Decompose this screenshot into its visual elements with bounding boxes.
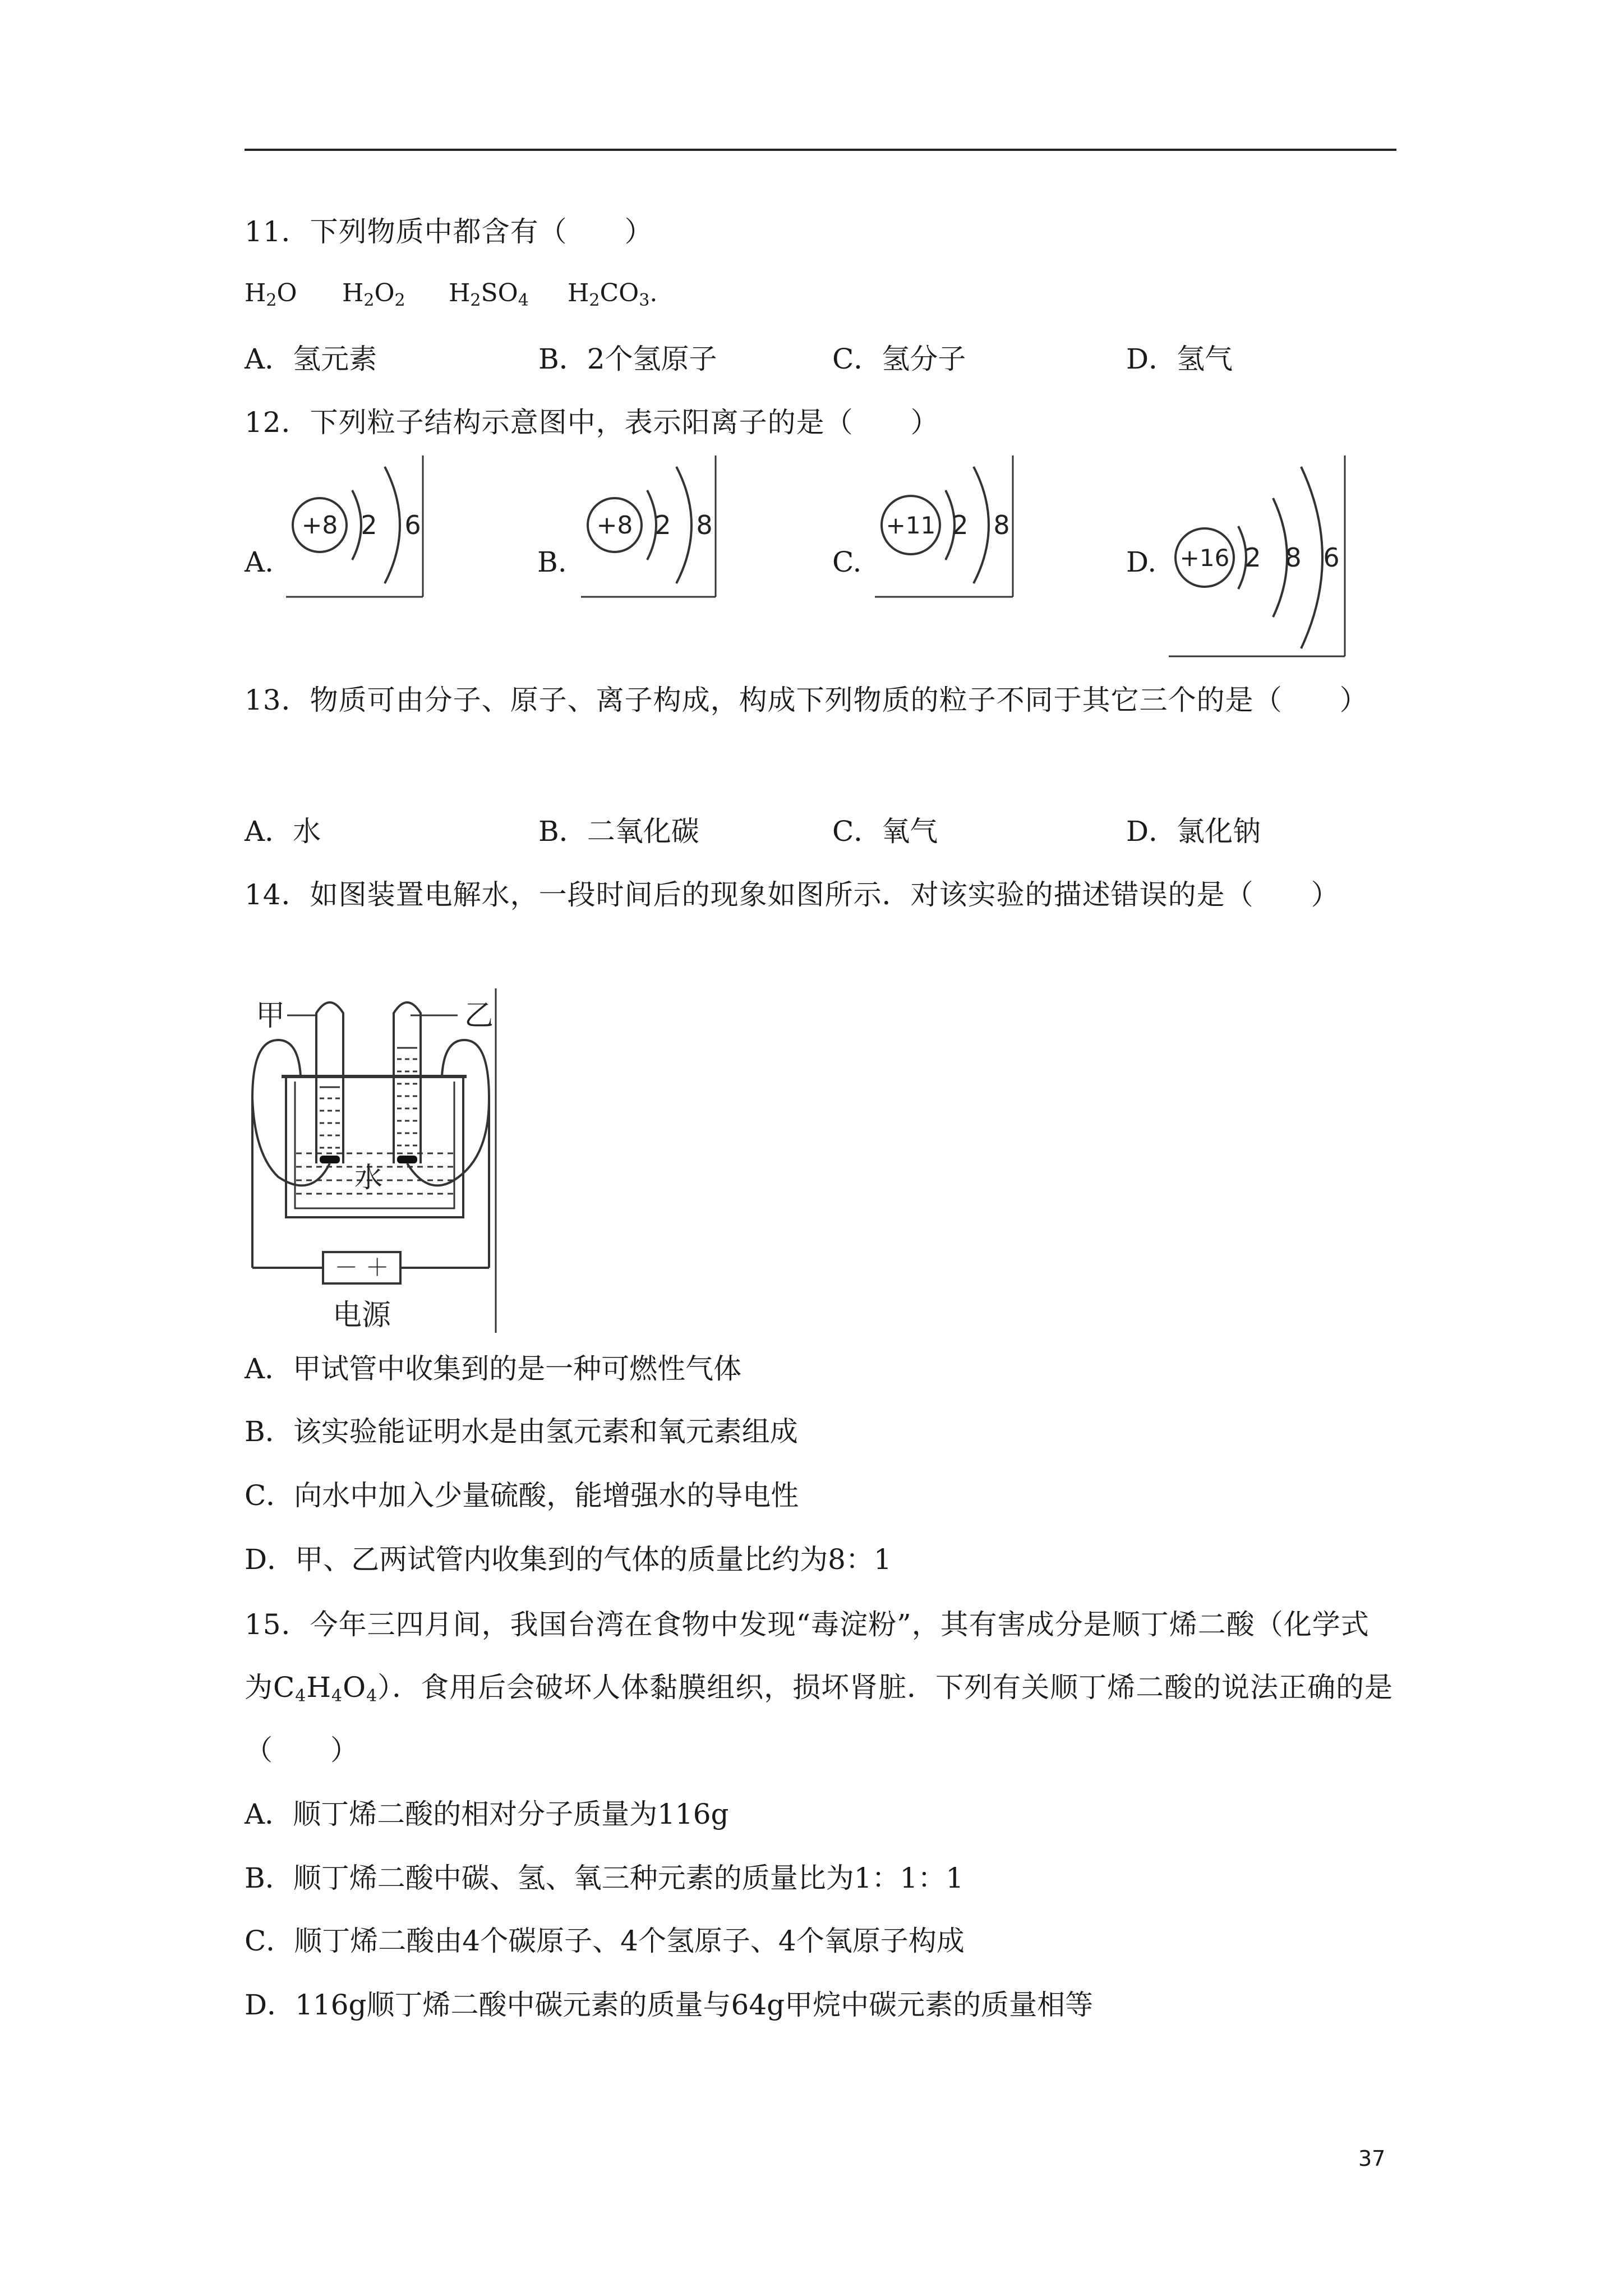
q12-c-nucleus: +11 bbox=[886, 512, 936, 539]
q14-option-b: B．该实验能证明水是由氢元素和氧元素组成 bbox=[245, 1415, 798, 1448]
q12-b-nucleus: +8 bbox=[596, 511, 633, 540]
q14-power-terminals: － ＋ bbox=[334, 1254, 389, 1281]
page-number: 37 bbox=[1358, 2146, 1386, 2171]
header-rule bbox=[245, 149, 1396, 151]
q15-stem-line-2: 为$C_4H_4O_4$）．食用后会破坏人体黏膜组织，损坏肾脏．下列有关顺丁烯二酸的说法正确的是 bbox=[245, 1671, 1394, 1706]
q11-stem: 11．下列物质中都含有（ ） bbox=[245, 215, 653, 248]
q14-label-jia: 甲 bbox=[256, 999, 285, 1033]
q12-option-c-letter: C. bbox=[832, 546, 862, 578]
q14-option-d: D．甲、乙两试管内收集到的气体的质量比约为8：1 bbox=[245, 1543, 892, 1576]
q14-label-yi: 乙 bbox=[464, 999, 494, 1033]
q13-option-c: C．氧气 bbox=[832, 815, 938, 848]
q15-option-c: C．顺丁烯二酸由4个碳原子、4个氢原子、4个氧原子构成 bbox=[245, 1925, 965, 1957]
q12-diagram-b bbox=[581, 453, 727, 601]
q12-c-shell-2: 8 bbox=[993, 510, 1010, 540]
q12-b-shell-1: 2 bbox=[654, 510, 671, 540]
q13-option-b: B．二氧化碳 bbox=[538, 815, 699, 848]
q15-option-a: A．顺丁烯二酸的相对分子质量为116g bbox=[245, 1798, 729, 1830]
q12-option-a-letter: A. bbox=[245, 546, 274, 578]
q12-diagram-a bbox=[286, 453, 432, 601]
q12-d-nucleus: +16 bbox=[1179, 544, 1230, 572]
q11-option-d: D．氢气 bbox=[1126, 343, 1233, 375]
q12-a-shell-2: 6 bbox=[404, 510, 421, 540]
q13-option-d: D．氯化钠 bbox=[1126, 815, 1261, 848]
q14-label-water: 水 bbox=[354, 1161, 382, 1194]
q12-diagram-d bbox=[1169, 453, 1349, 661]
q14-stem: 14．如图装置电解水，一段时间后的现象如图所示．对该实验的描述错误的是（ ） bbox=[245, 878, 1340, 911]
q13-stem: 13．物质可由分子、原子、离子构成，构成下列物质的粒子不同于其它三个的是（ ） bbox=[245, 684, 1368, 716]
q14-option-a: A．甲试管中收集到的是一种可燃性气体 bbox=[245, 1352, 742, 1385]
q12-option-b-letter: B. bbox=[537, 546, 567, 578]
q15-stem-line-1: 15．今年三四月间，我国台湾在食物中发现“毒淀粉”，其有害成分是顺丁烯二酸（化学式 bbox=[245, 1608, 1370, 1641]
q12-diagram-c bbox=[875, 453, 1023, 601]
q12-c-shell-1: 2 bbox=[952, 510, 969, 540]
q12-a-nucleus: +8 bbox=[301, 511, 338, 540]
q11-formula-2: $H_2O_2$ bbox=[342, 279, 405, 310]
q11-option-b: B．2个氢原子 bbox=[538, 343, 717, 375]
q13-option-a: A．水 bbox=[245, 815, 321, 848]
q15-stem-line-3: （ ） bbox=[245, 1734, 359, 1766]
q12-a-shell-1: 2 bbox=[361, 510, 377, 540]
q14-label-power: 电源 bbox=[332, 1299, 391, 1332]
q14-option-c: C．向水中加入少量硫酸，能增强水的导电性 bbox=[245, 1479, 799, 1512]
q12-option-d-letter: D. bbox=[1126, 546, 1157, 578]
q12-stem: 12．下列粒子结构示意图中，表示阳离子的是（ ） bbox=[245, 406, 939, 439]
q11-formula-1: $H_2O$ bbox=[245, 279, 297, 310]
q11-option-c: C．氢分子 bbox=[832, 343, 966, 375]
q11-formula-3: $H_2SO_4$ bbox=[449, 279, 529, 310]
q11-option-a: A．氢元素 bbox=[245, 343, 377, 375]
q12-b-shell-2: 8 bbox=[696, 510, 713, 540]
q11-formula-4: $H_2CO_3$. bbox=[568, 279, 658, 310]
q14-electrolysis-figure bbox=[245, 986, 498, 1335]
q12-d-shell-1: 2 bbox=[1244, 542, 1261, 573]
q15-option-b: B．顺丁烯二酸中碳、氢、氧三种元素的质量比为1：1：1 bbox=[245, 1862, 964, 1894]
q15-option-d: D．116g顺丁烯二酸中碳元素的质量与64g甲烷中碳元素的质量相等 bbox=[245, 1989, 1094, 2021]
q12-d-shell-3: 6 bbox=[1323, 542, 1340, 573]
q12-d-shell-2: 8 bbox=[1285, 542, 1302, 573]
